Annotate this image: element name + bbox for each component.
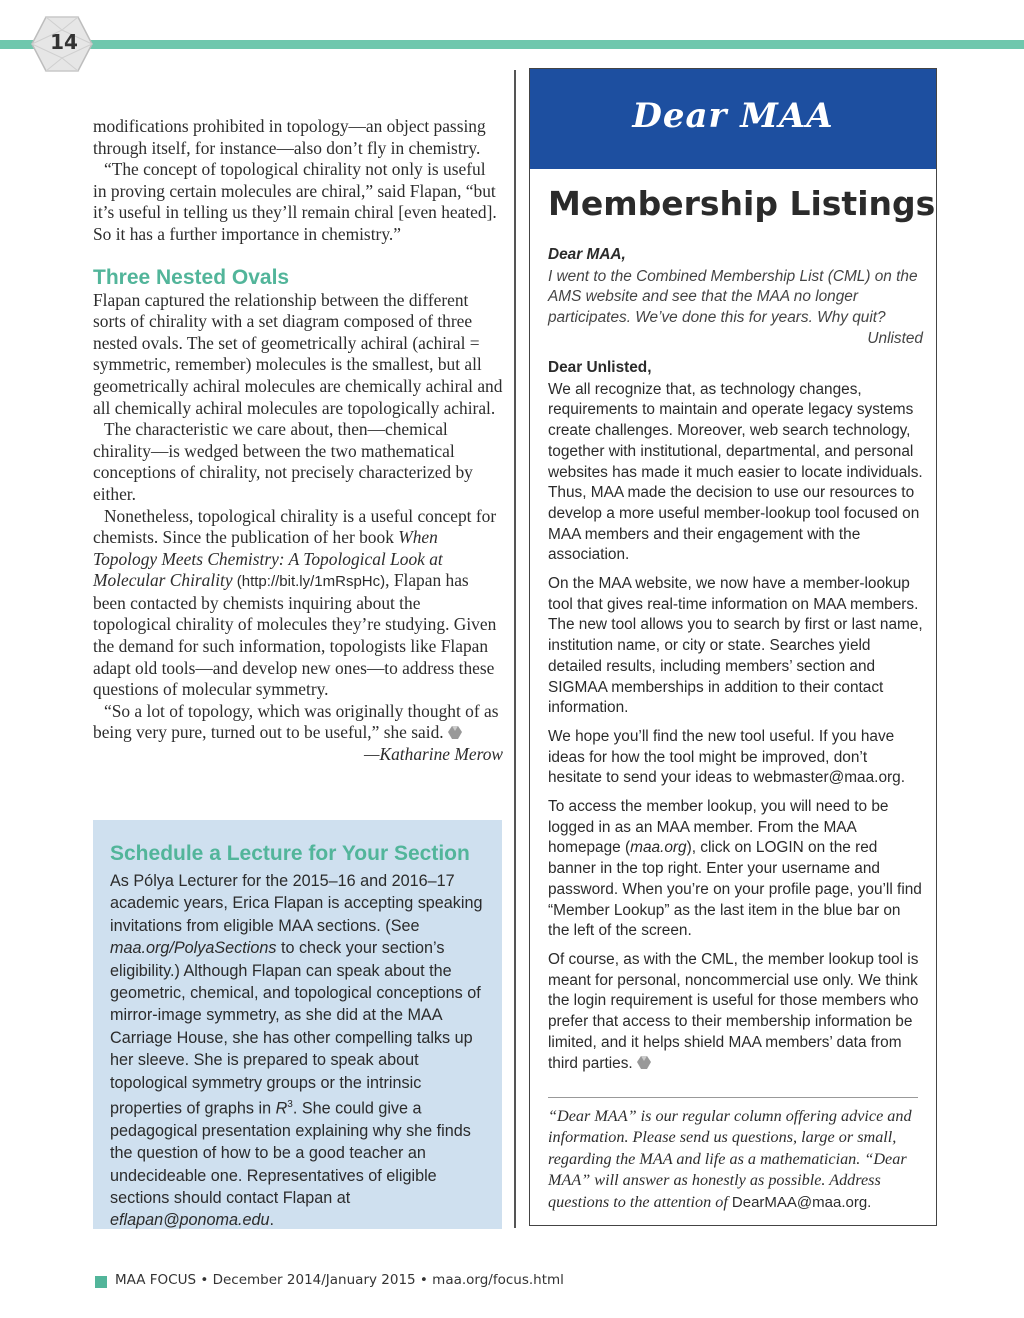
paragraph-text: ), click on LOGIN on the red banner in the top right. Enter your username and password. When you’re on your profile page, you’ll find “Member Lookup” as the last item in the blue bar on the left of the screen. [548, 839, 922, 940]
reply-paragraph [548, 950, 923, 1074]
reply-paragraph: We all recognize that, as technology changes, requirements to maintain and operate legacy systems create challenges. Moreover, web search technology, together with institutional, departmental, and personal websites has made it much easier to locate individuals. Thus, MAA made the decision to use our resources to develop a more useful member-lookup tool focused on MAA members and their engagement with the association. [548, 380, 923, 564]
paragraph-text: Nonetheless, topological chirality is a useful concept for chemists. Since the publication of her book [93, 505, 497, 548]
reply [548, 358, 923, 1082]
reply-paragraph [548, 797, 923, 942]
article-paragraph: The characteristic we care about, then—chemical chirality—is wedged between the two mathematical conceptions of chirality, not precisely characterized by either. [93, 419, 473, 504]
article-paragraph: “The concept of topological chirality not only is useful in proving certain molecules are chiral,” said Flapan, “but it’s useful in telling us they’ll remain chiral [even heated]. So it has a further importance in chemistry.” [93, 159, 497, 244]
math-symbol: R [275, 1099, 288, 1118]
letter-signature: Unlisted [867, 329, 923, 347]
letter-body: I went to the Combined Membership List (CML) on the AMS website and see that the MAA no longer participates. We’ve done this for years. Why quit? [548, 267, 918, 327]
paragraph-text: , Flapan has been contacted by chemists inquiring about the topological chirality of molecules they’re studying. Given the demand for such information, topologists like Flapan adapt old tools—and develop new ones—to address these questions of molecular symmetry. [93, 570, 497, 700]
section-heading: Three Nested Ovals [93, 265, 290, 289]
letter-salutation: Dear MAA, [548, 246, 626, 263]
article-column [93, 116, 503, 766]
polya-sections-link[interactable]: maa.org/PolyaSections [110, 939, 277, 958]
paragraph-text: “So a lot of topology, which was originally thought of as being very pure, turned out to be useful,” she said. [93, 700, 499, 743]
reply-salutation: Dear Unlisted, [548, 359, 652, 376]
end-mark-icon [448, 726, 462, 739]
end-mark-icon [637, 1056, 651, 1069]
superscript: 3 [287, 1099, 293, 1111]
reader-letter [548, 245, 923, 350]
sidebar-text [110, 870, 495, 1232]
header-accent-bar [0, 40, 1024, 49]
banner-title: Dear MAA [632, 96, 834, 136]
note-divider [548, 1097, 918, 1098]
sidebar-text-part: to check your section’s eligibility.) Although Flapan can speak about the geometric, chemical, and topological conceptions of mirror-image symmetry, as she did at the MAA Carriage House, she has other compelling talks up her sleeve. She is prepared to speak about topological symmetry groups or the intrinsic properties of graphs in [110, 939, 481, 1118]
article-paragraph: Flapan captured the relationship between the different sorts of chirality with a set diagram composed of three nested ovals. The set of geometrically achiral (achiral = symmetric, remember) molecules is the smallest, but all geometrically achiral molecules are chemically achiral and all chemically achiral molecules are topologically achiral. [93, 289, 503, 418]
reply-paragraph: We hope you’ll find the new tool useful. If you have ideas for how the tool might be improved, don’t hesitate to send your ideas to webmaster@maa.org. [548, 727, 905, 787]
column-divider [514, 70, 516, 1228]
column-title: Membership Listings [548, 184, 936, 223]
maa-homepage-link[interactable]: maa.org [630, 839, 687, 857]
article-paragraph [93, 506, 503, 701]
article-paragraph: modifications prohibited in topology—an object passing through itself, for instance—also don’t fly in chemistry. [93, 116, 486, 158]
note-text: “Dear MAA” is our regular column offering advice and information. Please send us questions, large or small, regarding the MAA and life as a mathematician. “Dear MAA” will answer as honestly as possible. Address questions to the attention of [548, 1107, 912, 1211]
book-link[interactable]: (http://bit.ly/1mRspHc) [232, 573, 386, 591]
column-note [548, 1106, 920, 1213]
note-email-link[interactable]: DearMAA@maa.org. [731, 1193, 872, 1211]
sidebar-text-part: As Pólya Lecturer for the 2015–16 and 2016–17 academic years, Erica Flapan is accepting speaking invitations from eligible MAA sections. (See [110, 872, 483, 935]
sidebar-text-part: . She could give a pedagogical presentation explaining why she finds the question of how to be a good teacher an undecideable one. Representatives of eligible sections should contact Flapan at [110, 1099, 471, 1208]
sidebar-text-part: . [269, 1211, 275, 1230]
reply-paragraph: On the MAA website, we now have a member-lookup tool that gives real-time information on MAA members. The new tool allows you to search by first or last name, institution name, or city or state. Searches yield detailed results, including members’ section and SIGMAA memberships in addition to their contact information. [548, 575, 923, 717]
paragraph-text: Of course, as with the CML, the member lookup tool is meant for personal, noncommercial use only. We think the login requirement is useful for those members who prefer that access to their membership information be limited, and it helps shield MAA members’ data from third parties. [548, 950, 919, 1072]
footer-marker [95, 1276, 107, 1288]
sidebar-heading: Schedule a Lecture for Your Section [110, 842, 470, 865]
byline: —Katharine Merow [364, 744, 503, 765]
page-number: 14 [50, 30, 78, 54]
paragraph-text: To access the member lookup, you will need to be logged in as an MAA member. From the MAA homepage ( [548, 798, 889, 857]
footer-text: MAA FOCUS • December 2014/January 2015 • maa.org/focus.html [115, 1272, 564, 1288]
email-link[interactable]: eflapan@ponoma.edu [110, 1211, 270, 1230]
book-title: When Topology Meets Chemistry: A Topological Look at Molecular Chirality [93, 527, 443, 591]
article-paragraph [93, 701, 503, 744]
